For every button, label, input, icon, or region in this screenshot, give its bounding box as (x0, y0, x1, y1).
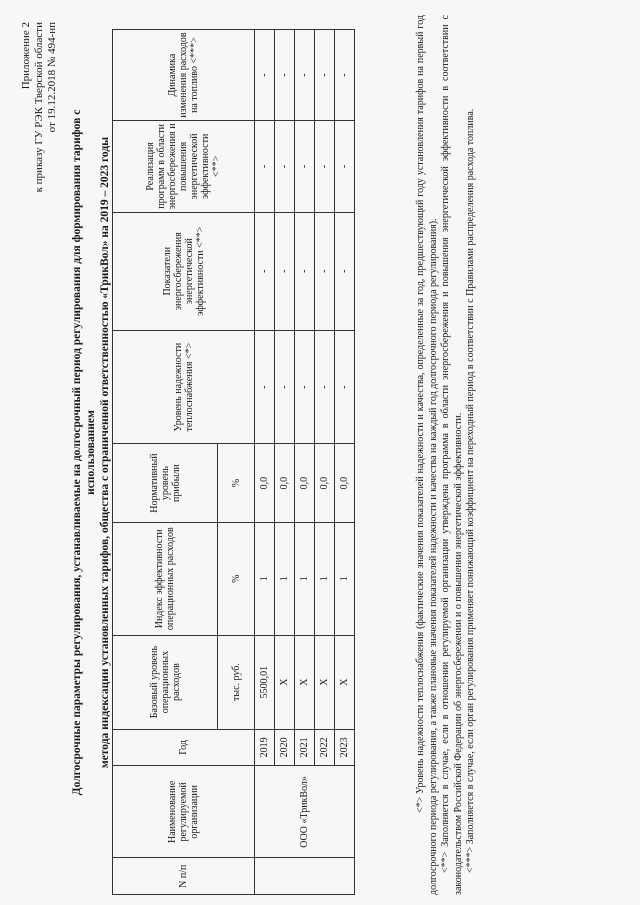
cell-base: Х (275, 635, 295, 729)
cell-fuel-dynamics: - (275, 30, 295, 121)
table-row (255, 30, 275, 895)
cell-norm: 0,0 (255, 444, 275, 522)
cell-norm: 0,0 (275, 444, 295, 522)
header-num: N п/п (113, 858, 255, 895)
cell-idx: 1 (295, 522, 315, 635)
document-header (20, 22, 59, 192)
cell-reliability: - (275, 330, 295, 444)
cell-efficiency: - (315, 212, 335, 330)
header-norm: Нормативный уровень прибыли (113, 444, 218, 522)
appendix-label: Приложение 2 (20, 22, 32, 90)
cell-year: 2019 (255, 729, 275, 766)
unit-norm: % (218, 444, 255, 522)
cell-year: 2021 (295, 729, 315, 766)
table-row (315, 30, 335, 895)
cell-fuel-dynamics: - (335, 30, 355, 121)
footnote-efficiency: <**> Заполняется в случае, если в отношении регулируемой организации утверждена программа в области энергосбережения и повышения энергетической эффективности в соответствии с законодательством Российской Федерации об энергосбережении и о повышении энергетической эффективности. (440, 15, 464, 895)
cell-base: Х (315, 635, 335, 729)
document-title (70, 70, 112, 835)
parameters-table (112, 29, 355, 895)
table-row (295, 30, 315, 895)
cell-fuel-dynamics: - (255, 30, 275, 121)
unit-idx: % (218, 522, 255, 635)
cell-org-name: ООО «ТрикВол» (255, 766, 355, 858)
footnotes (415, 15, 478, 895)
header-fuel-dynamics: Динамика изменения расходов на топливо <***> (113, 30, 255, 121)
cell-idx: 1 (315, 522, 335, 635)
cell-norm: 0,0 (295, 444, 315, 522)
unit-base: тыс. руб. (218, 635, 255, 729)
header-idx: Индекс эффективности операционных расходов (113, 522, 218, 635)
header-reliability: Уровень надежности теплоснабжения <*> (113, 330, 255, 444)
cell-norm: 0,0 (335, 444, 355, 522)
cell-programs: - (275, 121, 295, 212)
cell-base: 5500,01 (255, 635, 275, 729)
order-reference: к приказу ГУ РЭК Тверской области (33, 22, 45, 193)
table-row (275, 30, 295, 895)
cell-efficiency: - (255, 212, 275, 330)
table-header-row (113, 30, 218, 895)
cell-norm: 0,0 (315, 444, 335, 522)
cell-efficiency: - (295, 212, 315, 330)
cell-idx: 1 (255, 522, 275, 635)
cell-idx: 1 (275, 522, 295, 635)
header-year: Год (113, 729, 255, 766)
header-org: Наименование регулируемой организации (113, 766, 255, 858)
header-base: Базовый уровень операционных расходов (113, 635, 218, 729)
cell-programs: - (315, 121, 335, 212)
cell-base: Х (295, 635, 315, 729)
cell-programs: - (295, 121, 315, 212)
cell-fuel-dynamics: - (315, 30, 335, 121)
cell-year: 2020 (275, 729, 295, 766)
cell-reliability: - (255, 330, 275, 444)
cell-idx: 1 (335, 522, 355, 635)
footnote-fuel: <***> Заполняется в случае, если орган регулирования применяет понижающий коэффициент на переходный период в соответствии с Правилами распределения расхода топлива. (465, 108, 476, 873)
cell-base: Х (335, 635, 355, 729)
footnote-reliability: <*> Уровень надежности теплоснабжения (фактические значения показателей надежности и качества, определенные за год, предшествующий году установления тарифов на первый год долгосрочного периода регулирования, а также плановые значения показателей надежности и качества на каждый год долгосрочного периода регулирования). (415, 15, 439, 895)
header-programs: Реализация программ в области энергосбережения и повышения энергетической эффективности <**> (113, 121, 255, 212)
cell-programs: - (335, 121, 355, 212)
cell-reliability: - (295, 330, 315, 444)
cell-efficiency: - (275, 212, 295, 330)
header-efficiency: Показатели энергосбережения энергетической эффективности <**> (113, 212, 255, 330)
cell-reliability: - (335, 330, 355, 444)
cell-fuel-dynamics: - (295, 30, 315, 121)
title-line-2: метода индексации установленных тарифов, общества с ограниченной ответственностью «ТрикВол» на 2019 – 2023 годы (99, 136, 111, 769)
cell-efficiency: - (335, 212, 355, 330)
title-line-1: Долгосрочные параметры регулирования, устанавливаемые на долгосрочный период регулирования для формирования тарифов с использованием (71, 109, 97, 796)
cell-reliability: - (315, 330, 335, 444)
cell-num (255, 858, 355, 895)
cell-year: 2023 (335, 729, 355, 766)
cell-year: 2022 (315, 729, 335, 766)
order-date: от 19.12.2018 № 494-нп (46, 22, 58, 133)
cell-programs: - (255, 121, 275, 212)
table-row (335, 30, 355, 895)
